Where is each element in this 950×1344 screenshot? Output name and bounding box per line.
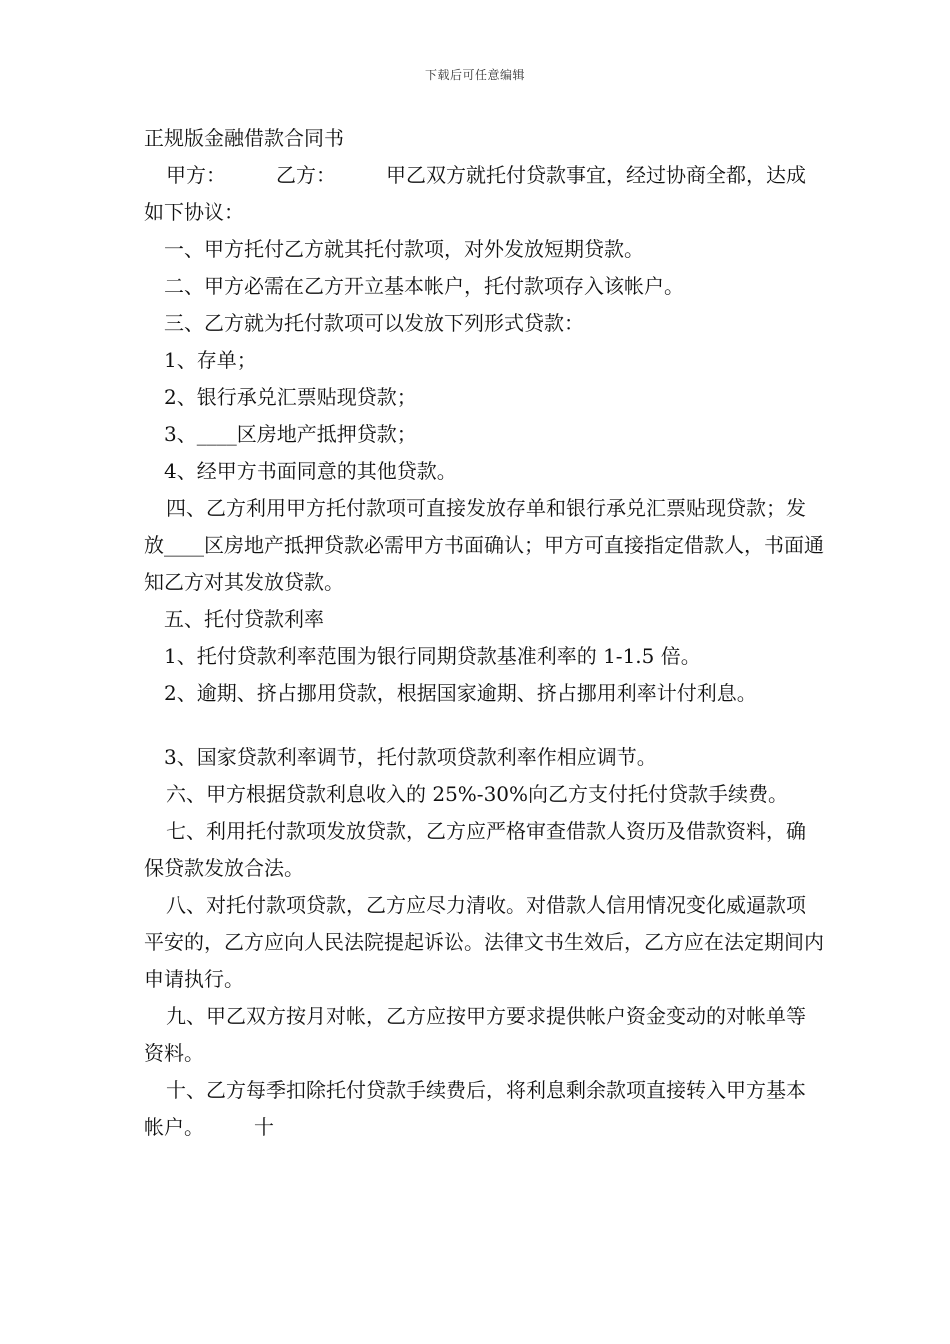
header-note: 下载后可任意编辑 <box>424 68 525 82</box>
paragraph-clause-3-item-3: 3、____区房地产抵押贷款； <box>164 422 417 446</box>
paragraph-clause-3-item-1: 1、存单； <box>164 348 257 372</box>
paragraph-clause-1: 一、甲方托付乙方就其托付款项，对外发放短期贷款。 <box>164 237 644 261</box>
paragraph-clause-3-item-2: 2、银行承兑汇票贴现贷款； <box>164 385 417 409</box>
paragraph-clause-5-item-1: 1、托付贷款利率范围为银行同期贷款基准利率的 1-1.5 倍。 <box>164 644 701 668</box>
paragraph-clause-6: 六、甲方根据贷款利息收入的 25%-30%向乙方支付托付贷款手续费。 <box>166 782 789 806</box>
paragraph-clause-3: 三、乙方就为托付款项可以发放下列形式贷款： <box>164 311 584 335</box>
paragraph-clause-2: 二、甲方必需在乙方开立基本帐户，托付款项存入该帐户。 <box>164 274 684 298</box>
paragraph-clause-5-item-3: 3、国家贷款利率调节，托付款项贷款利率作相应调节。 <box>164 745 657 769</box>
blank-line <box>144 712 824 739</box>
paragraph-clause-4: 四、乙方利用甲方托付款项可直接发放存单和银行承兑汇票贴现贷款；发放____区房地产抵押贷款必需甲方书面确认；甲方可直接指定借款人，书面通知乙方对其发放贷款。 <box>144 496 824 594</box>
paragraph-clause-5: 五、托付贷款利率 <box>164 607 324 631</box>
paragraph-clause-3-item-4: 4、经甲方书面同意的其他贷款。 <box>164 459 457 483</box>
paragraph-clause-5-item-2: 2、逾期、挤占挪用贷款，根据国家逾期、挤占挪用利率计付利息。 <box>164 681 757 705</box>
paragraph-parties: 甲方： 乙方： 甲乙双方就托付贷款事宜，经过协商全都，达成如下协议： <box>144 163 806 224</box>
paragraph-clause-9: 九、甲乙双方按月对帐，乙方应按甲方要求提供帐户资金变动的对帐单等资料。 <box>144 1004 806 1065</box>
paragraph-clause-7: 七、利用托付款项发放贷款，乙方应严格审查借款人资历及借款资料，确保贷款发放合法。 <box>144 819 806 880</box>
paragraph-clause-8: 八、对托付款项贷款，乙方应尽力清收。对借款人信用情况变化威逼款项平安的，乙方应向人民法院提起诉讼。法律文书生效后，乙方应在法定期间内申请执行。 <box>144 893 824 991</box>
paragraph-clause-10: 十、乙方每季扣除托付贷款手续费后，将利息剩余款项直接转入甲方基本帐户。 十 <box>144 1078 806 1139</box>
document-body <box>144 120 824 1146</box>
document-title: 正规版金融借款合同书 <box>144 126 344 150</box>
